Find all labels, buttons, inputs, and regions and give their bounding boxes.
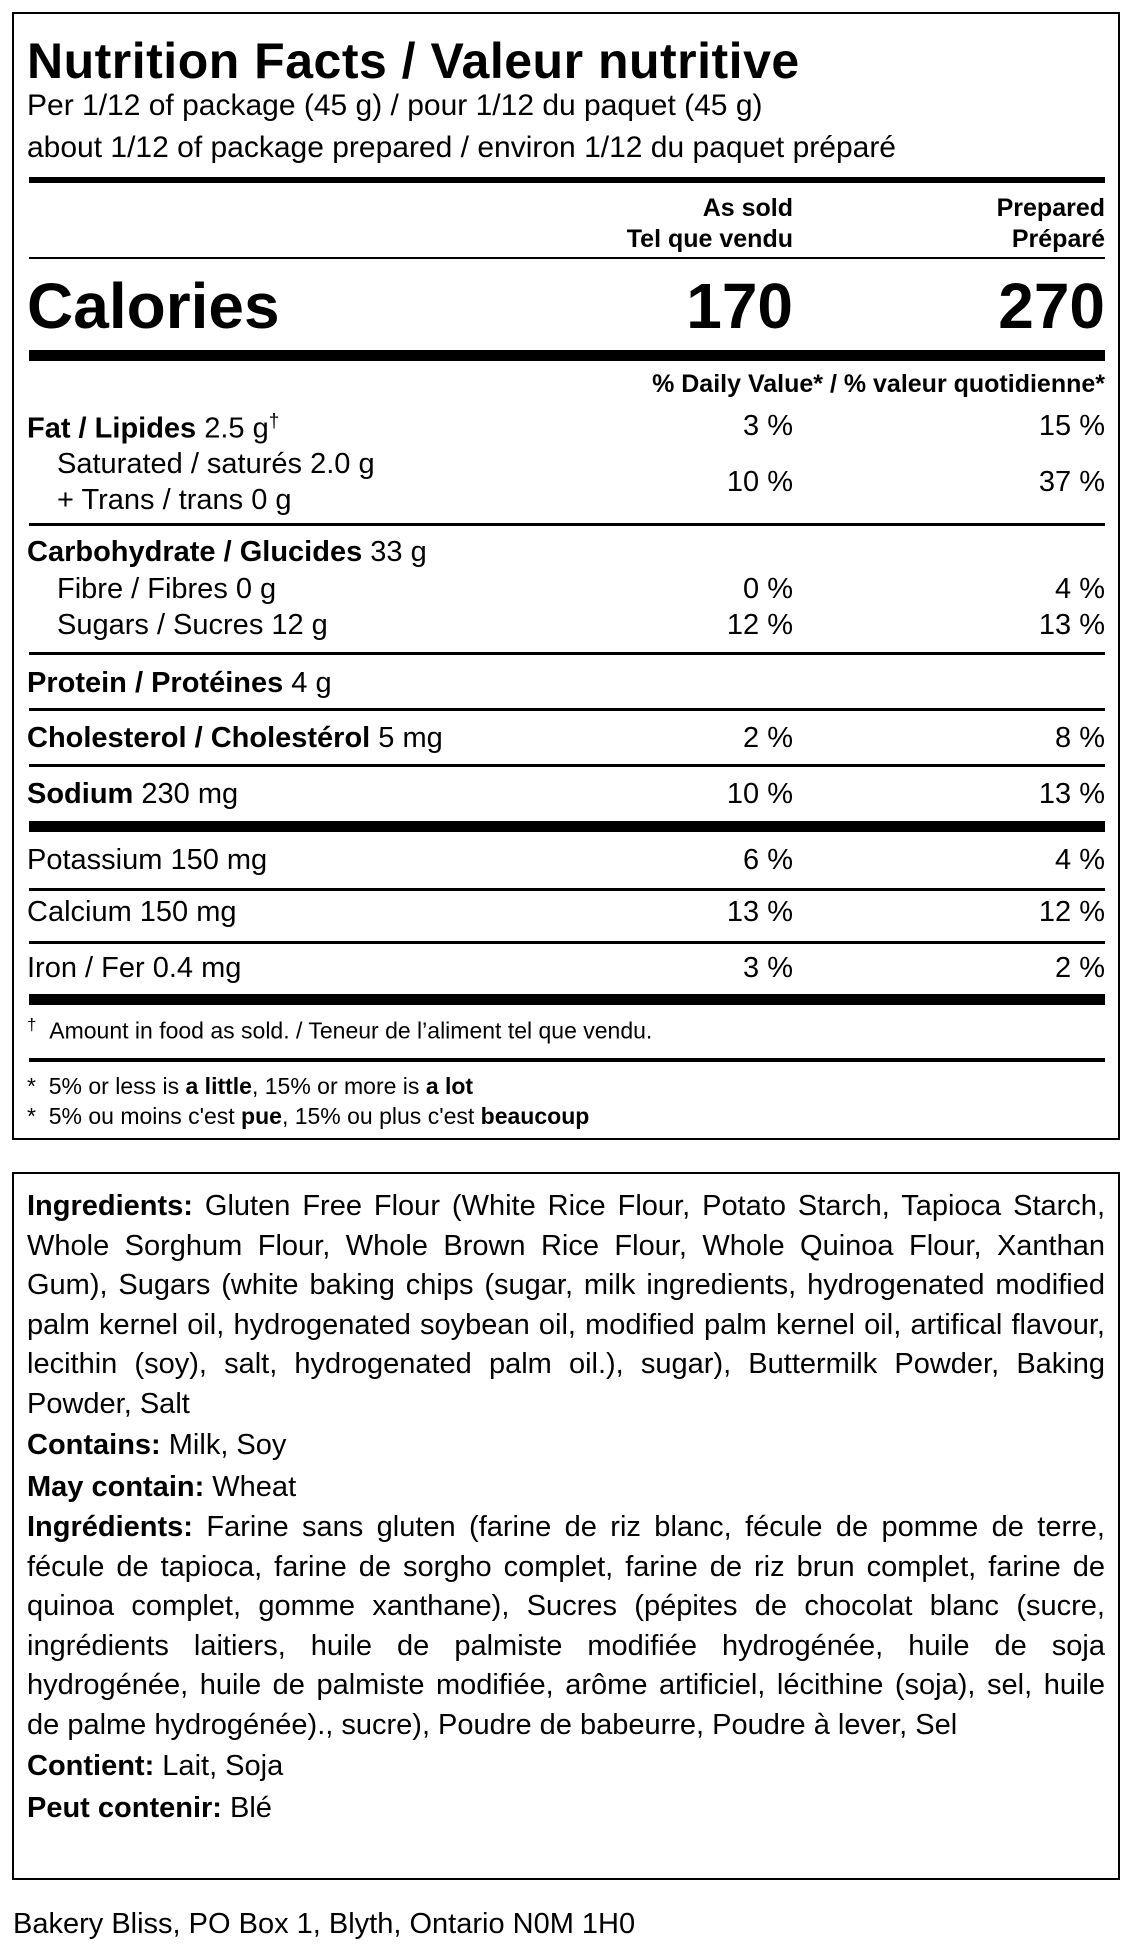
divider — [29, 708, 1105, 711]
protein-amount: 4 g — [283, 667, 332, 699]
may-contain-text: Wheat — [204, 1471, 297, 1503]
footnote-bold: a little — [185, 1073, 252, 1099]
serving-size-line: Per 1/12 of package (45 g) / pour 1/12 du paquet (45 g) — [27, 89, 763, 122]
contains-line — [27, 1424, 1105, 1466]
contains-text: Milk, Soy — [160, 1429, 287, 1461]
sodium-prepared: 13 % — [1038, 778, 1105, 810]
protein-label: Protein / Protéines — [27, 667, 284, 699]
contains-label: Contains: — [27, 1429, 161, 1461]
sodium-amount: 230 mg — [133, 778, 239, 810]
footnote-bold: pue — [241, 1103, 282, 1129]
peut-contenir-text: Blé — [221, 1792, 272, 1824]
cholesterol-prepared: 8 % — [1055, 722, 1105, 754]
thick-divider — [29, 994, 1105, 1005]
carbohydrate-amount: 33 g — [362, 536, 427, 568]
col-prepared-fr: Préparé — [1011, 225, 1105, 253]
dagger-mark: † — [268, 411, 280, 432]
sat-trans-prepared: 37 % — [1038, 466, 1105, 498]
calories-prepared: 270 — [998, 270, 1105, 342]
sodium-as-sold: 10 % — [726, 778, 793, 810]
cholesterol-amount: 5 mg — [370, 722, 443, 754]
fat-prepared: 15 % — [1038, 410, 1105, 442]
potassium-prepared: 4 % — [1055, 844, 1105, 876]
col-as-sold-fr: Tel que vendu — [626, 225, 793, 253]
divider — [29, 257, 1105, 259]
contient-label: Contient: — [27, 1750, 155, 1782]
company-address: Bakery Bliss, PO Box 1, Blyth, Ontario N0M 1H0 — [13, 1908, 636, 1940]
ingredients-fr-label: Ingrédients: — [27, 1511, 193, 1543]
sugars-prepared: 13 % — [1038, 609, 1105, 641]
daily-value-footnote-en — [27, 1075, 473, 1098]
thick-divider — [29, 821, 1105, 832]
footnote-bold: beaucoup — [480, 1103, 590, 1129]
fat-label: Fat / Lipides — [27, 412, 197, 445]
iron-prepared: 2 % — [1055, 952, 1105, 984]
potassium-label: Potassium 150 mg — [27, 844, 268, 876]
contient-text: Lait, Soja — [154, 1750, 284, 1782]
cholesterol-label: Cholesterol / Cholestérol — [27, 722, 371, 754]
contient-line — [27, 1745, 1105, 1787]
divider — [29, 1058, 1105, 1062]
footnote-text: 5% or less is — [48, 1073, 186, 1099]
ingredients-en-label: Ingredients: — [27, 1190, 193, 1222]
sodium-row-label — [27, 780, 238, 809]
ingredients-fr — [27, 1508, 1105, 1745]
saturated-label: Saturated / saturés 2.0 g — [57, 448, 375, 480]
fibre-as-sold: 0 % — [743, 573, 793, 605]
calories-as-sold: 170 — [686, 270, 793, 342]
divider — [29, 888, 1105, 891]
ingredients-fr-text: Farine sans gluten (farine de riz blanc, fécule de pomme de terre, fécule de tapioca, farine de sorgho complet, farine de riz brun complet, farine de quinoa complet, gomme xanthane), Sucres (pépites de chocolat blanc (sucre, ingrédients laitiers, huile de palmiste modifiée hydrogénée, huile de soja hydrogénée, huile de palmiste modifiée, arôme artificiel, lécithine (soja), sel, huile de palme hydrogénée)., sucre), Poudre de babeurre, Poudre à lever, Sel — [27, 1511, 1105, 1741]
sat-trans-as-sold: 10 % — [726, 466, 793, 498]
calcium-prepared: 12 % — [1038, 896, 1105, 928]
footnote-text: 5% ou moins c'est — [48, 1103, 242, 1129]
dagger-footnote — [27, 1016, 652, 1043]
ingredients-panel — [12, 1172, 1120, 1880]
dagger-mark: † — [27, 1015, 37, 1034]
asterisk-mark: * — [27, 1073, 36, 1099]
dagger-footnote-text: Amount in food as sold. / Teneur de l’aliment tel que vendu. — [49, 1017, 653, 1044]
fibre-prepared: 4 % — [1055, 573, 1105, 605]
fat-row-label — [27, 412, 279, 444]
may-contain-line — [27, 1466, 1105, 1508]
divider — [29, 652, 1105, 655]
daily-value-footnote-fr — [27, 1105, 589, 1128]
cholesterol-row-label — [27, 724, 443, 753]
divider — [29, 523, 1105, 526]
cholesterol-as-sold: 2 % — [743, 722, 793, 754]
thick-divider — [29, 177, 1105, 183]
potassium-as-sold: 6 % — [743, 844, 793, 876]
protein-row-label — [27, 669, 332, 698]
iron-label: Iron / Fer 0.4 mg — [27, 952, 242, 984]
sodium-label: Sodium — [27, 778, 134, 810]
divider — [29, 764, 1105, 767]
divider — [29, 941, 1105, 944]
nutrition-facts-panel — [12, 12, 1120, 1140]
footnote-text: , 15% ou plus c'est — [281, 1103, 481, 1129]
daily-value-header: % Daily Value* / % valeur quotidienne* — [652, 370, 1105, 398]
carbohydrate-label: Carbohydrate / Glucides — [27, 536, 363, 568]
calcium-as-sold: 13 % — [726, 896, 793, 928]
footnote-text: , 15% or more is — [251, 1073, 426, 1099]
nutrition-title: Nutrition Facts / Valeur nutritive — [27, 33, 800, 89]
fat-as-sold: 3 % — [743, 410, 793, 442]
peut-contenir-label: Peut contenir: — [27, 1792, 222, 1824]
peut-contenir-line — [27, 1787, 1105, 1829]
sugars-as-sold: 12 % — [726, 609, 793, 641]
may-contain-label: May contain: — [27, 1471, 205, 1503]
ingredients-en-text: Gluten Free Flour (White Rice Flour, Potato Starch, Tapioca Starch, Whole Sorghum Flour, Whole Brown Rice Flour, Whole Quinoa Flour, Xanthan Gum), Sugars (white baking chips (sugar, milk ingredients, hydrogenated modified palm kernel oil, hydrogenated soybean oil, modified palm kernel oil, artifical flavour, lecithin (soy), salt, hydrogenated palm oil.), sugar), Buttermilk Powder, Baking Powder, Salt — [27, 1190, 1105, 1420]
fat-amount: 2.5 g — [196, 412, 269, 445]
trans-label: + Trans / trans 0 g — [57, 484, 292, 516]
carbohydrate-row-label — [27, 538, 427, 567]
calcium-label: Calcium 150 mg — [27, 896, 237, 928]
footnote-bold: a lot — [425, 1073, 474, 1099]
fibre-label: Fibre / Fibres 0 g — [57, 573, 277, 605]
sugars-label: Sugars / Sucres 12 g — [57, 609, 328, 641]
calories-label: Calories — [27, 270, 280, 342]
serving-prepared-line: about 1/12 of package prepared / environ 1/12 du paquet préparé — [27, 131, 896, 164]
iron-as-sold: 3 % — [743, 952, 793, 984]
ingredients-en — [27, 1187, 1105, 1424]
col-as-sold-en: As sold — [702, 194, 793, 222]
asterisk-mark: * — [27, 1103, 36, 1129]
col-prepared-en: Prepared — [996, 194, 1105, 222]
thick-divider — [29, 350, 1105, 361]
